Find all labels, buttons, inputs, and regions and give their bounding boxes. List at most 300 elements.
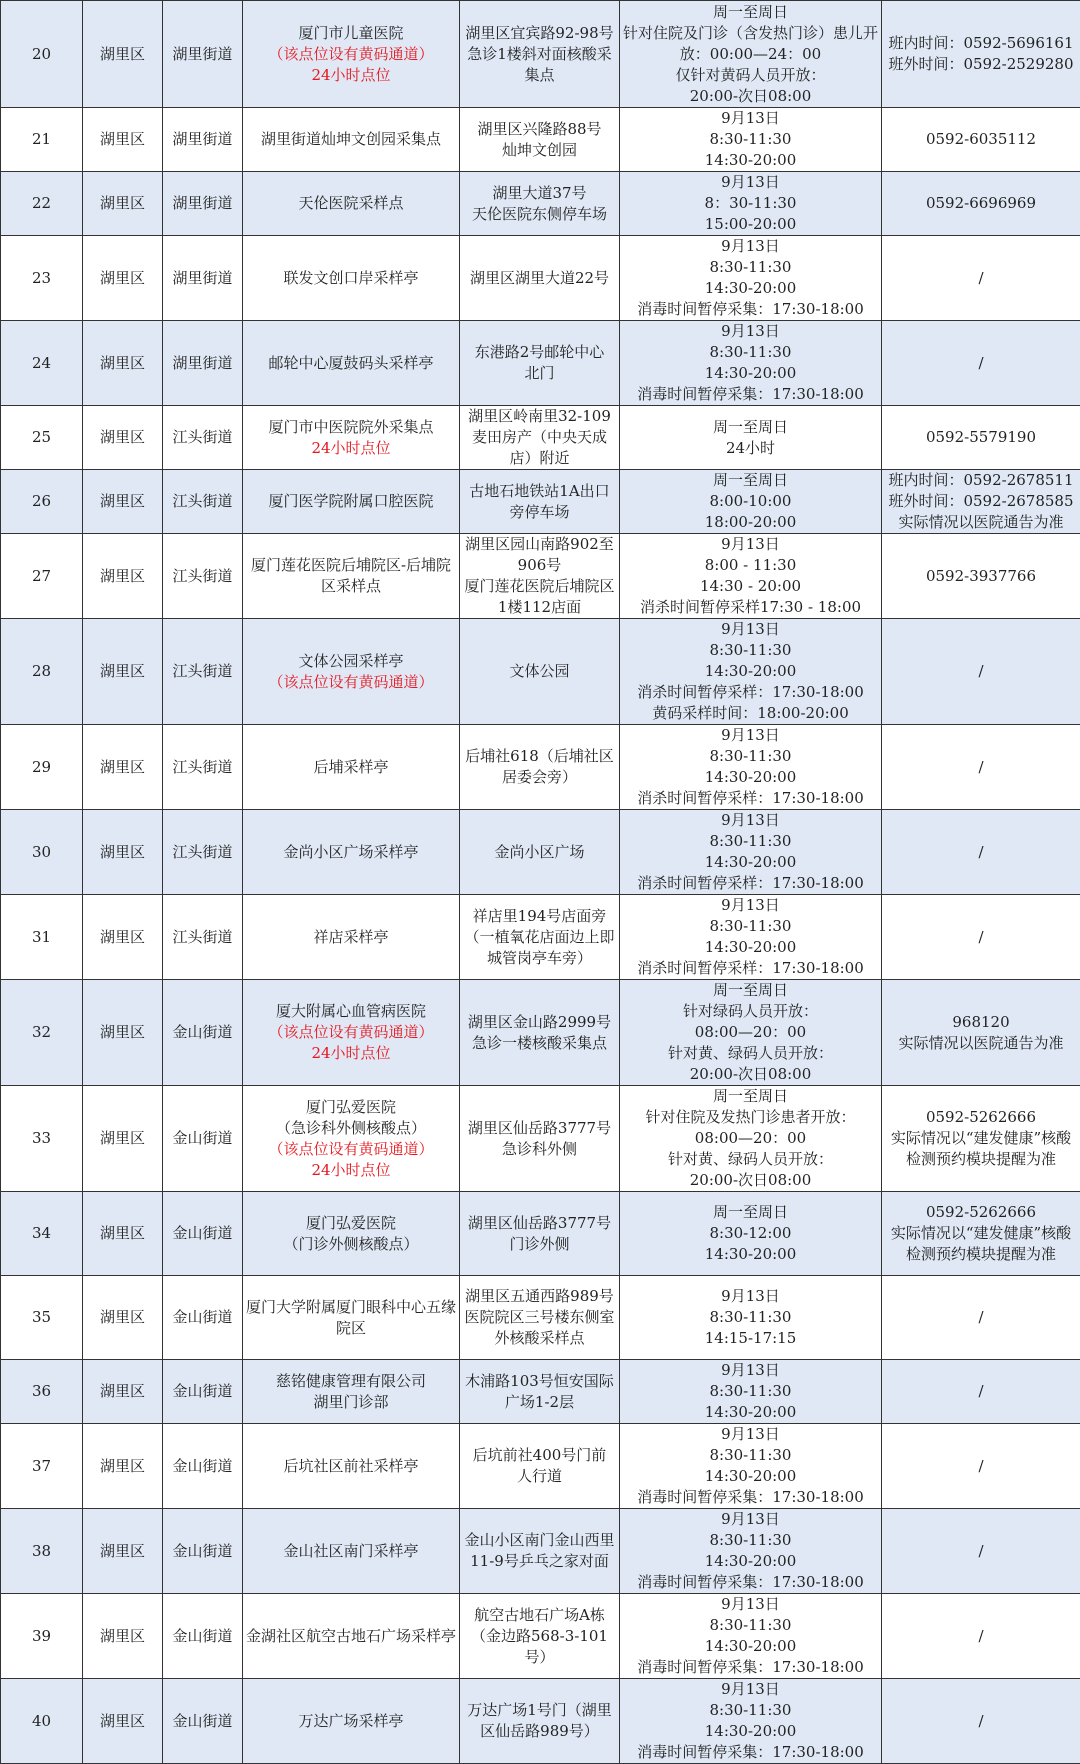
address-line: 古地石地铁站1A出口 — [463, 481, 616, 502]
site-name-cell — [243, 406, 460, 470]
district-cell: 湖里区 — [83, 470, 163, 534]
table-row — [1, 1, 1080, 108]
phone-cell — [882, 1086, 1080, 1192]
district-cell: 湖里区 — [83, 1192, 163, 1276]
address-cell — [460, 321, 620, 406]
street-cell: 江头街道 — [163, 534, 243, 619]
address-cell — [460, 895, 620, 980]
hours-cell — [620, 1509, 882, 1594]
phone-cell — [882, 1192, 1080, 1276]
time-line: 9月13日 — [623, 534, 878, 555]
time-line: 8:30-11:30 — [623, 746, 878, 767]
row-number: 35 — [1, 1276, 83, 1360]
time-line: 9月13日 — [623, 172, 878, 193]
hours-cell — [620, 725, 882, 810]
time-line: 8:30-11:30 — [623, 1530, 878, 1551]
name-line: 祥店采样亭 — [246, 927, 456, 948]
site-name-cell — [243, 172, 460, 236]
time-line: 消毒时间暂停采集：17:30-18:00 — [623, 1657, 878, 1678]
time-line: 9月13日 — [623, 810, 878, 831]
district-cell: 湖里区 — [83, 725, 163, 810]
time-line: 9月13日 — [623, 236, 878, 257]
phone-line: / — [885, 1456, 1077, 1477]
time-line: 仅针对黄码人员开放： — [623, 65, 878, 86]
time-line: 14:30-20:00 — [623, 937, 878, 958]
hours-cell — [620, 1086, 882, 1192]
street-cell: 金山街道 — [163, 1594, 243, 1679]
name-line: 厦门市儿童医院 — [246, 23, 456, 44]
phone-cell — [882, 1360, 1080, 1424]
time-line: 8:30-11:30 — [623, 1445, 878, 1466]
address-cell — [460, 172, 620, 236]
address-cell — [460, 1, 620, 108]
table-row — [1, 1594, 1080, 1679]
time-line: 14:30-20:00 — [623, 1721, 878, 1742]
address-cell — [460, 1509, 620, 1594]
phone-cell — [882, 810, 1080, 895]
street-cell: 金山街道 — [163, 1086, 243, 1192]
phone-line: 班外时间：0592-2529280 — [885, 54, 1077, 75]
table-row — [1, 321, 1080, 406]
time-line: 14:30 - 20:00 — [623, 576, 878, 597]
address-line: 灿坤文创园 — [463, 140, 616, 161]
phone-cell — [882, 470, 1080, 534]
street-cell: 金山街道 — [163, 1192, 243, 1276]
address-line: 湖里区仙岳路3777号 — [463, 1118, 616, 1139]
address-cell — [460, 619, 620, 725]
district-cell: 湖里区 — [83, 172, 163, 236]
table-row — [1, 1086, 1080, 1192]
name-line: 文体公园采样亭 — [246, 651, 456, 672]
street-cell: 金山街道 — [163, 1679, 243, 1764]
name-line: 慈铭健康管理有限公司 — [246, 1371, 456, 1392]
row-number: 21 — [1, 108, 83, 172]
row-number: 25 — [1, 406, 83, 470]
table-row — [1, 980, 1080, 1086]
time-line: 08:00—20：00 — [623, 1022, 878, 1043]
address-cell — [460, 980, 620, 1086]
name-line: 厦门莲花医院后埔院区-后埔院区采样点 — [246, 555, 456, 597]
address-cell — [460, 1679, 620, 1764]
hours-cell — [620, 108, 882, 172]
site-name-cell — [243, 810, 460, 895]
phone-line: 0592-6696969 — [885, 193, 1077, 214]
address-cell — [460, 470, 620, 534]
time-line: 消杀时间暂停采样：17:30-18:00 — [623, 958, 878, 979]
name-line: 厦门弘爱医院 — [246, 1213, 456, 1234]
site-name-cell — [243, 1594, 460, 1679]
table-row — [1, 1509, 1080, 1594]
street-cell: 江头街道 — [163, 470, 243, 534]
phone-line: / — [885, 353, 1077, 374]
time-line: 消毒时间暂停采集：17:30-18:00 — [623, 384, 878, 405]
district-cell: 湖里区 — [83, 108, 163, 172]
time-line: 针对黄、绿码人员开放： — [623, 1043, 878, 1064]
site-name-cell — [243, 1509, 460, 1594]
table-row — [1, 1192, 1080, 1276]
table-row — [1, 172, 1080, 236]
hours-cell — [620, 321, 882, 406]
phone-cell — [882, 236, 1080, 321]
site-name-cell — [243, 534, 460, 619]
address-line: 湖里区宜宾路92-98号 — [463, 23, 616, 44]
time-line: 14:30-20:00 — [623, 278, 878, 299]
time-line: 消杀时间暂停采样：17:30-18:00 — [623, 682, 878, 703]
site-name-cell — [243, 895, 460, 980]
table-row — [1, 108, 1080, 172]
phone-line: / — [885, 842, 1077, 863]
street-cell: 湖里街道 — [163, 236, 243, 321]
table-row — [1, 1360, 1080, 1424]
hours-cell — [620, 619, 882, 725]
district-cell: 湖里区 — [83, 810, 163, 895]
name-line: 24小时点位 — [246, 438, 456, 459]
address-cell — [460, 1360, 620, 1424]
time-line: 9月13日 — [623, 1509, 878, 1530]
row-number: 24 — [1, 321, 83, 406]
address-line: 金山小区南门金山西里11-9号乒乓之家对面 — [463, 1530, 616, 1572]
time-line: 消毒时间暂停采集：17:30-18:00 — [623, 1742, 878, 1763]
phone-cell — [882, 172, 1080, 236]
address-line: 湖里区园山南路902至906号 — [463, 534, 616, 576]
hours-cell — [620, 895, 882, 980]
phone-line: 968120 — [885, 1012, 1077, 1033]
row-number: 26 — [1, 470, 83, 534]
time-line: 9月13日 — [623, 1679, 878, 1700]
name-line: （该点位设有黄码通道） — [246, 672, 456, 693]
time-line: 黄码采样时间：18:00-20:00 — [623, 703, 878, 724]
site-name-cell — [243, 1, 460, 108]
address-cell — [460, 1276, 620, 1360]
address-line: 后埔社618（后埔社区居委会旁） — [463, 746, 616, 788]
street-cell: 金山街道 — [163, 1276, 243, 1360]
site-name-cell — [243, 108, 460, 172]
table-row — [1, 236, 1080, 321]
time-line: 8:30-11:30 — [623, 257, 878, 278]
row-number: 28 — [1, 619, 83, 725]
time-line: 9月13日 — [623, 895, 878, 916]
address-line: 航空古地石广场A栋 — [463, 1605, 616, 1626]
district-cell: 湖里区 — [83, 321, 163, 406]
time-line: 周一至周日 — [623, 980, 878, 1001]
time-line: 消毒时间暂停采集：17:30-18:00 — [623, 299, 878, 320]
phone-cell — [882, 108, 1080, 172]
name-line: （该点位设有黄码通道） — [246, 44, 456, 65]
phone-cell — [882, 1679, 1080, 1764]
row-number: 36 — [1, 1360, 83, 1424]
table-row — [1, 619, 1080, 725]
time-line: 8:00 - 11:30 — [623, 555, 878, 576]
time-line: 9月13日 — [623, 1594, 878, 1615]
time-line: 14:30-20:00 — [623, 1551, 878, 1572]
time-line: 8：30-11:30 — [623, 193, 878, 214]
site-name-cell — [243, 1192, 460, 1276]
phone-line: 实际情况以“建发健康”核酸检测预约模块提醒为准 — [885, 1223, 1077, 1265]
hours-cell — [620, 1276, 882, 1360]
time-line: 14:30-20:00 — [623, 767, 878, 788]
time-line: 20:00-次日08:00 — [623, 1064, 878, 1085]
hours-cell — [620, 1424, 882, 1509]
district-cell: 湖里区 — [83, 980, 163, 1086]
time-line: 周一至周日 — [623, 1202, 878, 1223]
name-line: （急诊科外侧核酸点） — [246, 1118, 456, 1139]
time-line: 消毒时间暂停采集：17:30-18:00 — [623, 1487, 878, 1508]
time-line: 14:30-20:00 — [623, 1466, 878, 1487]
phone-line: 实际情况以“建发健康”核酸检测预约模块提醒为准 — [885, 1128, 1077, 1170]
district-cell: 湖里区 — [83, 895, 163, 980]
name-line: 厦门弘爱医院 — [246, 1097, 456, 1118]
street-cell: 金山街道 — [163, 1360, 243, 1424]
hours-cell — [620, 1360, 882, 1424]
time-line: 9月13日 — [623, 725, 878, 746]
address-line: 文体公园 — [463, 661, 616, 682]
address-line: 急诊科外侧 — [463, 1139, 616, 1160]
time-line: 24小时 — [623, 438, 878, 459]
address-line: 急诊一楼核酸采集点 — [463, 1033, 616, 1054]
time-line: 9月13日 — [623, 321, 878, 342]
table-row — [1, 1679, 1080, 1764]
address-line: 北门 — [463, 363, 616, 384]
phone-line: / — [885, 1626, 1077, 1647]
time-line: 周一至周日 — [623, 417, 878, 438]
address-line: 天伦医院东侧停车场 — [463, 204, 616, 225]
time-line: 8:30-11:30 — [623, 342, 878, 363]
row-number: 23 — [1, 236, 83, 321]
address-line: 医院院区三号楼东侧室外核酸采样点 — [463, 1307, 616, 1349]
street-cell: 江头街道 — [163, 725, 243, 810]
phone-line: 班外时间：0592-2678585 — [885, 491, 1077, 512]
hours-cell — [620, 1, 882, 108]
time-line: 08:00—20：00 — [623, 1128, 878, 1149]
district-cell: 湖里区 — [83, 236, 163, 321]
address-line: 木浦路103号恒安国际广场1-2层 — [463, 1371, 616, 1413]
time-line: 8:30-11:30 — [623, 1615, 878, 1636]
table-row — [1, 725, 1080, 810]
time-line: 消毒时间暂停采集：17:30-18:00 — [623, 1572, 878, 1593]
table-body — [1, 1, 1080, 1764]
row-number: 39 — [1, 1594, 83, 1679]
address-cell — [460, 725, 620, 810]
time-line: 8:30-11:30 — [623, 831, 878, 852]
time-line: 8:30-12:00 — [623, 1223, 878, 1244]
street-cell: 湖里街道 — [163, 321, 243, 406]
address-line: 万达广场1号门（湖里区仙岳路989号） — [463, 1700, 616, 1742]
time-line: 消杀时间暂停采样：17:30-18:00 — [623, 788, 878, 809]
name-line: 厦门市中医院院外采集点 — [246, 417, 456, 438]
name-line: 金湖社区航空古地石广场采样亭 — [246, 1626, 456, 1647]
phone-line: 实际情况以医院通告为准 — [885, 512, 1077, 533]
time-line: 9月13日 — [623, 1424, 878, 1445]
site-name-cell — [243, 470, 460, 534]
street-cell: 江头街道 — [163, 406, 243, 470]
hours-cell — [620, 236, 882, 321]
district-cell: 湖里区 — [83, 1679, 163, 1764]
time-line: 周一至周日 — [623, 2, 878, 23]
name-line: 后坑社区前社采样亭 — [246, 1456, 456, 1477]
phone-line: / — [885, 268, 1077, 289]
phone-cell — [882, 1, 1080, 108]
address-line: 湖里区岭南里32-109 — [463, 406, 616, 427]
hours-cell — [620, 172, 882, 236]
address-cell — [460, 1424, 620, 1509]
name-line: 24小时点位 — [246, 1043, 456, 1064]
address-line: 湖里区兴隆路88号 — [463, 119, 616, 140]
phone-line: / — [885, 927, 1077, 948]
time-line: 20:00-次日08:00 — [623, 1170, 878, 1191]
table-row — [1, 1276, 1080, 1360]
phone-line: / — [885, 757, 1077, 778]
time-line: 9月13日 — [623, 108, 878, 129]
name-line: 湖里门诊部 — [246, 1392, 456, 1413]
row-number: 33 — [1, 1086, 83, 1192]
district-cell: 湖里区 — [83, 534, 163, 619]
time-line: 14:30-20:00 — [623, 1636, 878, 1657]
row-number: 22 — [1, 172, 83, 236]
district-cell: 湖里区 — [83, 1509, 163, 1594]
street-cell: 江头街道 — [163, 619, 243, 725]
row-number: 30 — [1, 810, 83, 895]
name-line: 万达广场采样亭 — [246, 1711, 456, 1732]
time-line: 20:00-次日08:00 — [623, 86, 878, 107]
address-line: 急诊1楼斜对面核酸采集点 — [463, 44, 616, 86]
name-line: 24小时点位 — [246, 1160, 456, 1181]
address-line: 东港路2号邮轮中心 — [463, 342, 616, 363]
phone-cell — [882, 980, 1080, 1086]
time-line: 14:30-20:00 — [623, 150, 878, 171]
phone-cell — [882, 1276, 1080, 1360]
row-number: 38 — [1, 1509, 83, 1594]
address-line: 湖里大道37号 — [463, 183, 616, 204]
phone-line: / — [885, 1307, 1077, 1328]
address-line: 祥店里194号店面旁 — [463, 906, 616, 927]
site-name-cell — [243, 1679, 460, 1764]
row-number: 37 — [1, 1424, 83, 1509]
name-line: 湖里街道灿坤文创园采集点 — [246, 129, 456, 150]
time-line: 14:30-20:00 — [623, 363, 878, 384]
hours-cell — [620, 534, 882, 619]
phone-line: 0592-5262666 — [885, 1107, 1077, 1128]
street-cell: 湖里街道 — [163, 1, 243, 108]
time-line: 8:30-11:30 — [623, 1307, 878, 1328]
phone-cell — [882, 1509, 1080, 1594]
name-line: 邮轮中心厦鼓码头采样亭 — [246, 353, 456, 374]
name-line: 厦大附属心血管病医院 — [246, 1001, 456, 1022]
phone-cell — [882, 725, 1080, 810]
phone-line: 班内时间：0592-2678511 — [885, 470, 1077, 491]
table-row — [1, 470, 1080, 534]
time-line: 周一至周日 — [623, 470, 878, 491]
address-cell — [460, 406, 620, 470]
hours-cell — [620, 470, 882, 534]
street-cell: 金山街道 — [163, 1509, 243, 1594]
time-line: 8:30-11:30 — [623, 1700, 878, 1721]
time-line: 15:00-20:00 — [623, 214, 878, 235]
name-line: 厦门大学附属厦门眼科中心五缘院区 — [246, 1297, 456, 1339]
time-line: 针对住院及门诊（含发热门诊）患儿开放：00:00—24：00 — [623, 23, 878, 65]
address-line: 人行道 — [463, 1466, 616, 1487]
table-row — [1, 406, 1080, 470]
address-cell — [460, 1192, 620, 1276]
time-line: 14:15-17:15 — [623, 1328, 878, 1349]
phone-line: 0592-3937766 — [885, 566, 1077, 587]
address-cell — [460, 236, 620, 321]
phone-cell — [882, 406, 1080, 470]
street-cell: 金山街道 — [163, 1424, 243, 1509]
phone-line: / — [885, 1541, 1077, 1562]
district-cell: 湖里区 — [83, 619, 163, 725]
district-cell: 湖里区 — [83, 406, 163, 470]
table-row — [1, 895, 1080, 980]
table-row — [1, 1424, 1080, 1509]
time-line: 14:30-20:00 — [623, 1402, 878, 1423]
table-row — [1, 534, 1080, 619]
site-name-cell — [243, 1276, 460, 1360]
time-line: 消杀时间暂停采样：17:30-18:00 — [623, 873, 878, 894]
address-line: （金边路568-3-101号） — [463, 1626, 616, 1668]
hours-cell — [620, 1594, 882, 1679]
hours-cell — [620, 980, 882, 1086]
name-line: （该点位设有黄码通道） — [246, 1139, 456, 1160]
site-name-cell — [243, 1424, 460, 1509]
site-name-cell — [243, 1360, 460, 1424]
street-cell: 湖里街道 — [163, 108, 243, 172]
district-cell: 湖里区 — [83, 1, 163, 108]
address-line: 旁停车场 — [463, 502, 616, 523]
row-number: 34 — [1, 1192, 83, 1276]
name-line: 后埔采样亭 — [246, 757, 456, 778]
hours-cell — [620, 1679, 882, 1764]
time-line: 9月13日 — [623, 619, 878, 640]
street-cell: 江头街道 — [163, 895, 243, 980]
phone-line: 班内时间：0592-5696161 — [885, 33, 1077, 54]
district-cell: 湖里区 — [83, 1594, 163, 1679]
address-line: 湖里区金山路2999号 — [463, 1012, 616, 1033]
phone-line: / — [885, 661, 1077, 682]
address-cell — [460, 1594, 620, 1679]
time-line: 周一至周日 — [623, 1086, 878, 1107]
row-number: 40 — [1, 1679, 83, 1764]
hours-cell — [620, 1192, 882, 1276]
district-cell: 湖里区 — [83, 1086, 163, 1192]
phone-line: / — [885, 1711, 1077, 1732]
phone-cell — [882, 619, 1080, 725]
name-line: （该点位设有黄码通道） — [246, 1022, 456, 1043]
time-line: 8:30-11:30 — [623, 916, 878, 937]
time-line: 针对绿码人员开放： — [623, 1001, 878, 1022]
hours-cell — [620, 406, 882, 470]
time-line: 18:00-20:00 — [623, 512, 878, 533]
name-line: 厦门医学院附属口腔医院 — [246, 491, 456, 512]
row-number: 20 — [1, 1, 83, 108]
address-line: 湖里区仙岳路3777号 — [463, 1213, 616, 1234]
name-line: 金尚小区广场采样亭 — [246, 842, 456, 863]
phone-cell — [882, 895, 1080, 980]
name-line: 金山社区南门采样亭 — [246, 1541, 456, 1562]
row-number: 32 — [1, 980, 83, 1086]
phone-cell — [882, 321, 1080, 406]
time-line: 9月13日 — [623, 1360, 878, 1381]
phone-line: 0592-6035112 — [885, 129, 1077, 150]
name-line: 联发文创口岸采样亭 — [246, 268, 456, 289]
site-name-cell — [243, 321, 460, 406]
address-line: 后坑前社400号门前 — [463, 1445, 616, 1466]
site-name-cell — [243, 1086, 460, 1192]
site-name-cell — [243, 236, 460, 321]
address-line: 湖里区五通西路989号 — [463, 1286, 616, 1307]
street-cell: 江头街道 — [163, 810, 243, 895]
address-line: 金尚小区广场 — [463, 842, 616, 863]
time-line: 针对住院及发热门诊患者开放： — [623, 1107, 878, 1128]
